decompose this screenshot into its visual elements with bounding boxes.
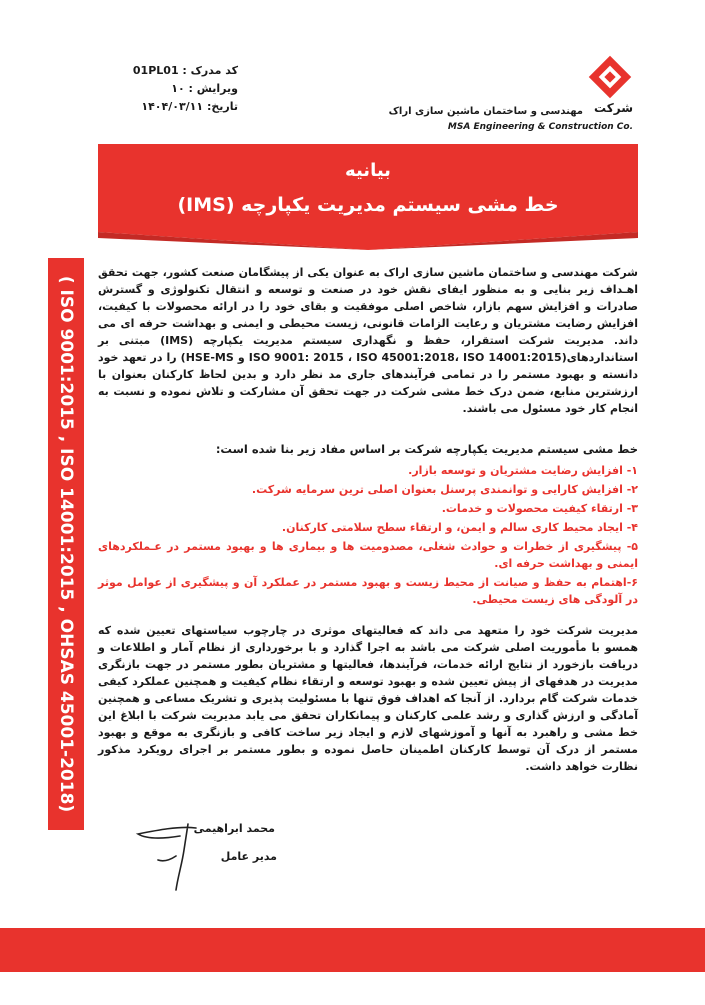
principle-item: ۵- پیشگیری از خطرات و حوادث شغلی، مصدومیت ها و بیماری ها و بهبود مستمر در عـملکردهای ایمنی و بهداشت حرفه ای.	[98, 540, 638, 570]
banner-subtitle: خط مشی سیستم مدیریت یکپارچه (IMS)	[177, 194, 559, 216]
principle-item: ۱- افزایش رضایت مشتریان و توسعه بازار.	[408, 464, 638, 477]
standards-side-band	[48, 258, 84, 830]
company-logo	[388, 54, 633, 134]
closing-paragraph: مدیریت شرکت خود را متعهد می داند که فعالیتهای موثری در چارچوب سیاستهای تعیین شده که همسو با مأموریت اصلی شرکت می باشد به اجرا گذارد و با برخورداری از نظام آمار و اطلاعات و دریافت بازخورد از نتایج ارائه خدمات، فرآیندها، فعالیتها و مشتریان بطور مستمر در جهت بازنگری مدیریت در هدفهای از پیش تعیین شده و بهبود توسعه و ارتقاء نظام کیفیت و همچنین عملکرد کیفی خدمات شرکت گام بردارد. از آنجا که اهداف فوق تنها با مسئولیت پذیری و تشریک مساعی و همچنین آمادگی و ارزش گذاری و رشد علمی کارکنان و پیمانکاران تحقق می یابد مدیریت شرکت با ابلاغ این خط مشی و راهبرد به آنها و آموزشهای لازم و ایجاد زیر ساخت کافی و بازنگری به موقع و بهبود مستمر از درک آن توسط کارکنان اطمینان حاصل نموده و بطور مستمر بر اجرای رویکرد مذکور نظارت خواهد داشت.	[98, 624, 638, 773]
signer-title: مدیر عامل	[220, 850, 277, 863]
document-info	[88, 62, 238, 116]
standards-text: ( ISO 9001:2015 , ISO 14001:2015 , OHSAS 45001-2018)	[56, 275, 76, 813]
principle-item: ۲- افزایش کارایی و توانمندی پرسنل بعنوان اصلی ترین سرمایه شرکت.	[251, 483, 638, 496]
principle-item: ۶-اهتمام به حفظ و صیانت از محیط زیست و بهبود مستمر در عملکرد آن و پیشگیری از عوامل موثر در آلودگی های زیست محیطی.	[98, 576, 638, 606]
logo-icon	[587, 54, 633, 100]
banner-title: بیانیه	[345, 160, 391, 181]
signer-name: محمد ابراهیمی	[193, 822, 275, 835]
footer-bar	[0, 928, 705, 972]
principle-item: ۳- ارتقاء کیفیت محصولات و خدمات.	[441, 502, 638, 515]
title-banner	[98, 144, 638, 250]
principles-list	[98, 462, 638, 610]
company-name-en: MSA Engineering & Construction Co.	[447, 122, 633, 132]
company-name-fa: مهندسی و ساختمان ماشین سازی اراک	[388, 106, 583, 117]
principles-heading: خط مشی سیستم مدیریت یکپارچه شرکت بر اساس مفاد زیر بنا شده است:	[215, 442, 638, 456]
signature-mark	[118, 816, 208, 896]
document-date: تاریخ: ۱۴۰۴/۰۳/۱۱	[141, 100, 238, 113]
logo-word: شرکت	[594, 101, 633, 115]
intro-paragraph: شرکت مهندسی و ساختمان ماشین سازی اراک به عنوان یکی از پیشگامان صنعت کشور، جهت تحقق اهـداف زیر بنایی و به منظور ایفای نقش خود در صنعت و توسعه و انتقال تکنولوژی و گسترش صادرات و افزایش سهم بازار، شاخص اصلی موفقیت و بقای خود را در ارائه محصولات با کیفیت، افزایش رضایت مشتریان و رعایت الزامات قانونی، زیست محیطی و ایمنی و بهداشت حرفه ای می داند. مدیریت شرکت استقرار، حفظ و نگهداری سیستم مدیریت یکپارچه (IMS) مبتنی بر استانداردهای(ISO 9001: 2015 ، ISO 45001:2018، ISO 14001:2015 و HSE-MS) را در تعهد خود دانسته و بهبود مستمر را در تمامی فرآیندهای جاری مد نظر دارد و بدین لحاظ کارکنان بعنوان با ارزشترین منابع، ضمن درک خط مشی شرکت در جهت تحقق آن مشارکت و تلاش نموده و نسبت به انجام کار خود مسئول می باشند.	[98, 266, 639, 415]
document-revision: ویرایش : ۱۰	[171, 82, 238, 95]
document-code: کد مدرک : 01PL01	[132, 64, 238, 77]
principle-item: ۴- ایجاد محیط کاری سالم و ایمن، و ارتقاء سطح سلامتی کارکنان.	[281, 521, 638, 534]
